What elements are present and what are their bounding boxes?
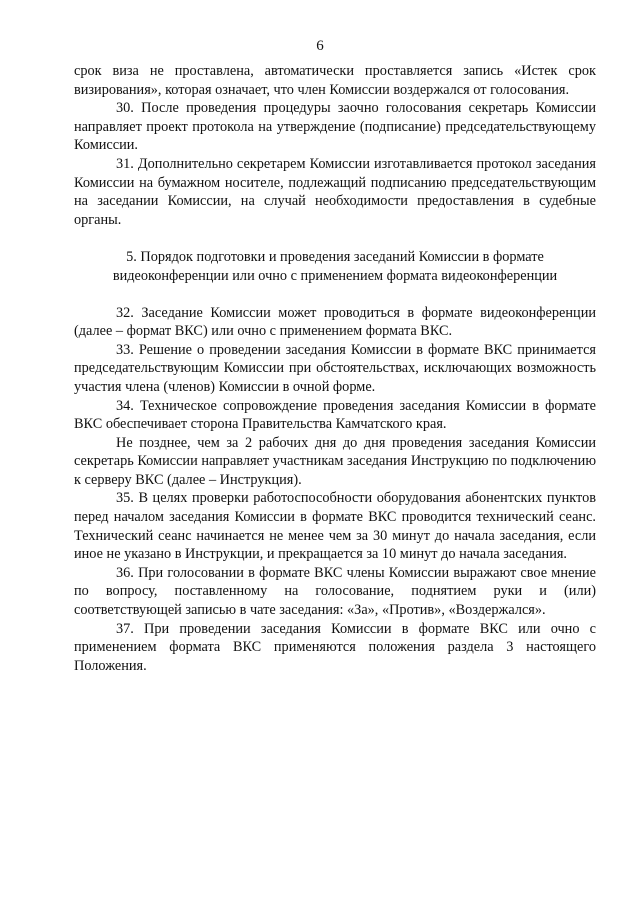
paragraph-continuation: срок виза не проставлена, автоматически проставляется запись «Истек срок визирования», которая означает, что член Комиссии воздержался от голосования. [74, 63, 596, 98]
paragraph-32: 32. Заседание Комиссии может проводиться в формате видеоконференции (далее – формат ВКС) или очно с применением формата ВКС. [74, 304, 596, 340]
paragraph-34-instruction: Не позднее, чем за 2 рабочих дня до дня проведения заседания Комиссии секретарь Комиссии направляет участникам заседания Инструкцию по подключению к серверу ВКС (далее – Инструкция). [74, 434, 596, 488]
paragraph-31: 31. Дополнительно секретарем Комиссии изготавливается протокол заседания Комиссии на бумажном носителе, подлежащий подписанию председательствующим на заседании Комиссии, на случай необходимости предоставления в судебные органы. [74, 155, 596, 228]
section-heading: 5. Порядок подготовки и проведения заседаний Комиссии в формате видеоконференции или очно с применением формата видеоконференции [112, 249, 558, 284]
paragraph-33: 33. Решение о проведении заседания Комиссии в формате ВКС принимается председательствующим Комиссии при обстоятельствах, исключающих возможность участия члена (членов) Комиссии в очной форме. [74, 341, 596, 395]
paragraph-30: 30. После проведения процедуры заочно голосования секретарь Комиссии направляет проект протокола на утверждение (подписание) председательствующему Комиссии. [74, 100, 596, 154]
paragraph-37: 37. При проведении заседания Комиссии в формате ВКС или очно с применением формата ВКС применяются положения раздела 3 настоящего Положения. [74, 620, 596, 674]
paragraph-35: 35. В целях проверки работоспособности оборудования абонентских пунктов перед началом заседания Комиссии в формате ВКС проводится технический сеанс. Технический сеанс начинается не менее чем за 30 минут до начала заседания, если иное не указано в Инструкции, и прекращается за 10 минут до начала заседания. [74, 490, 596, 563]
document-body [74, 62, 596, 675]
page-number: 6 [316, 38, 324, 54]
paragraph-36: 36. При голосовании в формате ВКС члены Комиссии выражают свое мнение по вопросу, поставленному на голосование, поднятием руки и (или) соответствующей записью в чате заседания: «За», «Против», «Воздержался». [74, 564, 596, 619]
paragraph-34: 34. Техническое сопровождение проведения заседания Комиссии в формате ВКС обеспечивает сторона Правительства Камчатского края. [74, 397, 596, 433]
